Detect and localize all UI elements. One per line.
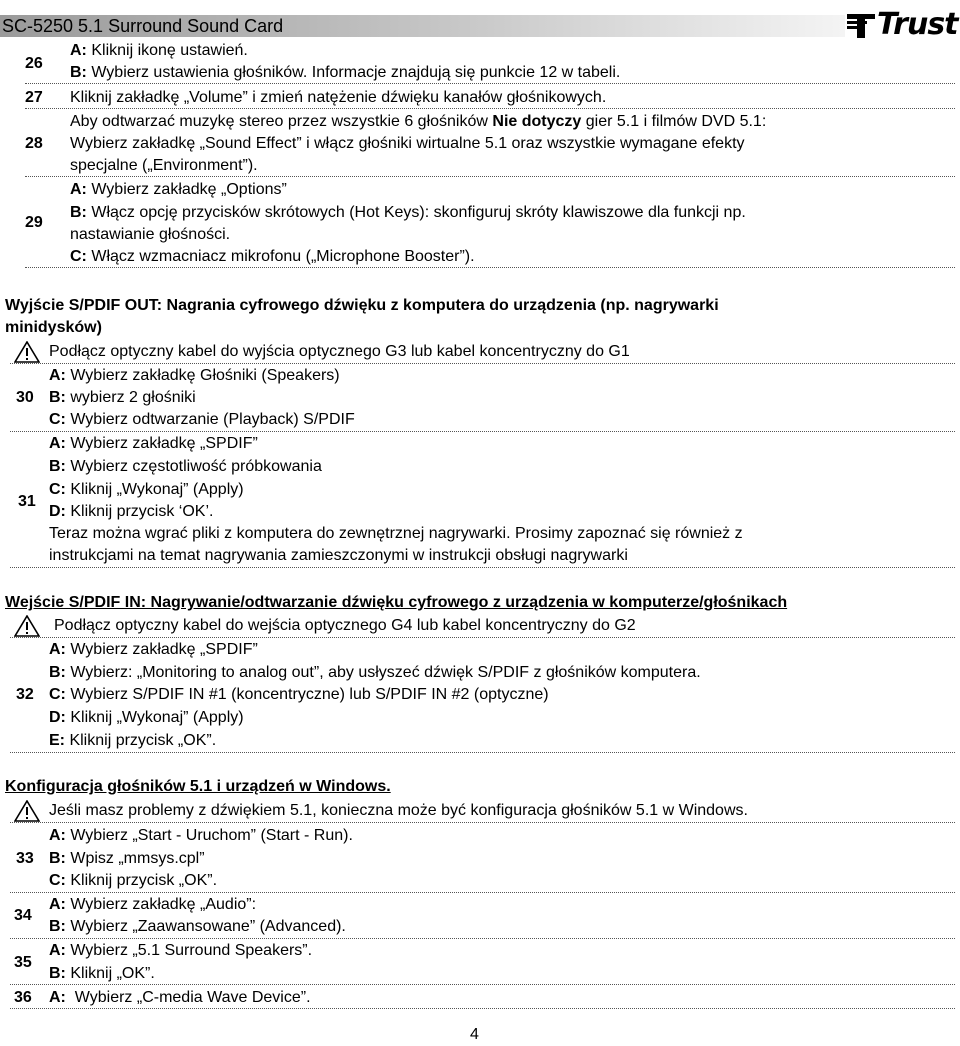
divider bbox=[10, 1008, 955, 1009]
step-32-c: C: Wybierz S/PDIF IN #1 (koncentryczne) lub S/PDIF IN #2 (optyczne) bbox=[49, 686, 549, 703]
step-35-b: B: Kliknij „OK”. bbox=[49, 965, 155, 982]
divider bbox=[10, 431, 955, 432]
step-28-line3: specjalne („Environment”). bbox=[70, 157, 258, 174]
step-31-b: B: Wybierz częstotliwość próbkowania bbox=[49, 458, 322, 475]
step-number: 33 bbox=[16, 850, 34, 867]
step-33-b: B: Wpisz „mmsys.cpl” bbox=[49, 850, 205, 867]
step-number: 32 bbox=[16, 686, 34, 703]
section-title-spdif-out-2: minidysków) bbox=[5, 319, 102, 336]
warning-triangle-icon bbox=[14, 341, 40, 363]
step-number: 30 bbox=[16, 389, 34, 406]
step-28-line2: Wybierz zakładkę „Sound Effect” i włącz głośniki wirtualne 5.1 oraz wszystkie wymagane efekty bbox=[70, 135, 745, 152]
warning-triangle-icon bbox=[14, 800, 40, 822]
step-number: 36 bbox=[14, 989, 32, 1006]
step-number: 35 bbox=[14, 954, 32, 971]
divider bbox=[10, 752, 955, 753]
step-30-b: B: wybierz 2 głośniki bbox=[49, 389, 196, 406]
divider bbox=[10, 822, 955, 823]
step-36-a: A: Wybierz „C-media Wave Device”. bbox=[49, 989, 311, 1006]
step-32-a: A: Wybierz zakładkę „SPDIF” bbox=[49, 641, 258, 658]
step-31-c: C: Kliknij „Wykonaj” (Apply) bbox=[49, 481, 244, 498]
divider bbox=[25, 176, 955, 177]
divider bbox=[25, 267, 955, 268]
step-31-note1: Teraz można wgrać pliki z komputera do zewnętrznej nagrywarki. Prosimy zapoznać się również z bbox=[49, 525, 743, 542]
step-number: 34 bbox=[14, 907, 32, 924]
logo-text: Trust bbox=[877, 7, 958, 42]
step-number: 28 bbox=[25, 135, 43, 152]
warning-text-spdif-out: Podłącz optyczny kabel do wyjścia optycznego G3 lub kabel koncentryczny do G1 bbox=[49, 343, 630, 360]
divider bbox=[10, 363, 955, 364]
step-number: 27 bbox=[25, 89, 43, 106]
divider bbox=[10, 938, 955, 939]
trust-logo bbox=[847, 7, 958, 42]
step-26-b: B: Wybierz ustawienia głośników. Informacje znajdują się punkcie 12 w tabeli. bbox=[70, 64, 621, 81]
divider bbox=[10, 567, 955, 568]
step-32-e: E: Kliknij przycisk „OK”. bbox=[49, 732, 217, 749]
step-29-b2: nastawianie głośności. bbox=[70, 226, 231, 243]
step-32-b: B: Wybierz: „Monitoring to analog out”, aby usłyszeć dźwięk S/PDIF z głośników komputera. bbox=[49, 664, 701, 681]
step-33-c: C: Kliknij przycisk „OK”. bbox=[49, 872, 218, 889]
step-34-a: A: Wybierz zakładkę „Audio”: bbox=[49, 896, 257, 913]
divider bbox=[10, 984, 955, 985]
step-29-a: A: Wybierz zakładkę „Options” bbox=[70, 181, 287, 198]
step-30-a: A: Wybierz zakładkę Głośniki (Speakers) bbox=[49, 367, 340, 384]
divider bbox=[25, 83, 955, 84]
divider bbox=[10, 892, 955, 893]
divider bbox=[10, 637, 955, 638]
step-29-b: B: Włącz opcję przycisków skrótowych (Hot Keys): skonfiguruj skróty klawiszowe dla funkcji np. bbox=[70, 204, 746, 221]
step-31-d: D: Kliknij przycisk ‘OK’. bbox=[49, 503, 214, 520]
step-31-a: A: Wybierz zakładkę „SPDIF” bbox=[49, 435, 258, 452]
warning-triangle-icon bbox=[14, 615, 40, 637]
warning-text-windows: Jeśli masz problemy z dźwiękiem 5.1, konieczna może być konfiguracja głośników 5.1 w Windows. bbox=[49, 802, 748, 819]
step-35-a: A: Wybierz „5.1 Surround Speakers”. bbox=[49, 942, 313, 959]
trust-logo-icon bbox=[847, 14, 875, 38]
step-number: 29 bbox=[25, 214, 43, 231]
page-number: 4 bbox=[470, 1026, 479, 1043]
section-title-windows: Konfiguracja głośników 5.1 i urządzeń w Windows. bbox=[5, 778, 391, 795]
step-30-c: C: Wybierz odtwarzanie (Playback) S/PDIF bbox=[49, 411, 355, 428]
page-header bbox=[0, 7, 960, 42]
step-33-a: A: Wybierz „Start - Uruchom” (Start - Run). bbox=[49, 827, 353, 844]
divider bbox=[25, 108, 955, 109]
step-29-c: C: Włącz wzmacniacz mikrofonu („Microphone Booster”). bbox=[70, 248, 475, 265]
warning-text-spdif-in: Podłącz optyczny kabel do wejścia optycznego G4 lub kabel koncentryczny do G2 bbox=[54, 617, 636, 634]
step-34-b: B: Wybierz „Zaawansowane” (Advanced). bbox=[49, 918, 346, 935]
step-31-note2: instrukcjami na temat nagrywania zamieszczonymi w instrukcji obsługi nagrywarki bbox=[49, 547, 628, 564]
section-title-spdif-in: Wejście S/PDIF IN: Nagrywanie/odtwarzanie dźwięku cyfrowego z urządzenia w komputerze/głośnikach bbox=[5, 594, 788, 611]
step-27-text: Kliknij zakładkę „Volume” i zmień natężenie dźwięku kanałów głośnikowych. bbox=[70, 89, 607, 106]
step-number: 26 bbox=[25, 55, 43, 72]
step-number: 31 bbox=[18, 493, 36, 510]
step-32-d: D: Kliknij „Wykonaj” (Apply) bbox=[49, 709, 244, 726]
step-28-line1: Aby odtwarzać muzykę stereo przez wszystkie 6 głośników Nie dotyczy gier 5.1 i filmów DVD 5.1: bbox=[70, 113, 767, 130]
document-title: SC-5250 5.1 Surround Sound Card bbox=[2, 16, 284, 36]
step-26-a: A: Kliknij ikonę ustawień. bbox=[70, 42, 248, 59]
section-title-spdif-out: Wyjście S/PDIF OUT: Nagrania cyfrowego dźwięku z komputera do urządzenia (np. nagrywarki bbox=[5, 297, 719, 314]
